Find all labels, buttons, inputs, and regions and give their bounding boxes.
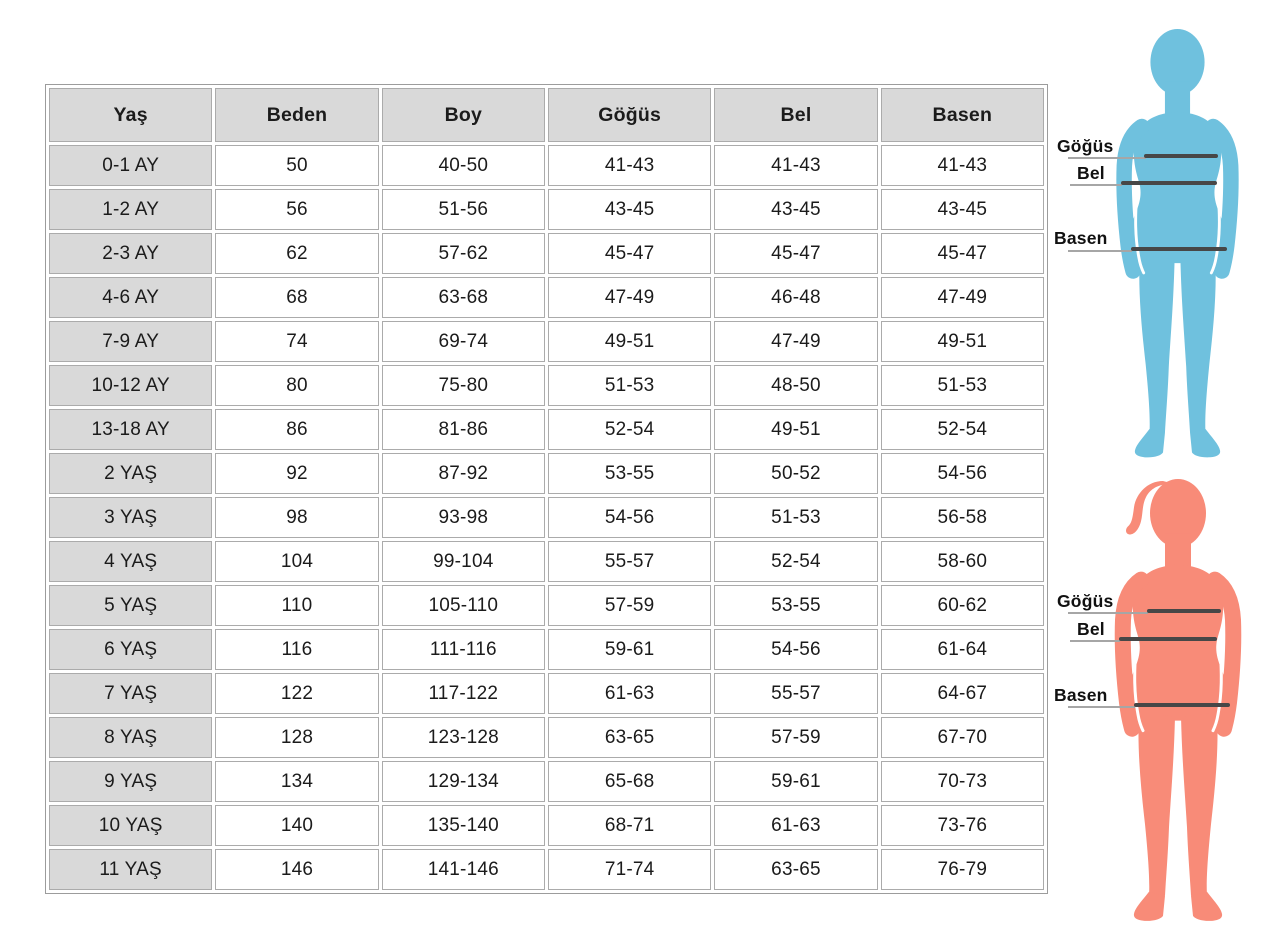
child-waist-measure-line [1121, 181, 1217, 185]
column-header: Basen [881, 88, 1044, 142]
table-cell: 99-104 [382, 541, 545, 582]
table-cell: 52-54 [714, 541, 877, 582]
child-chest-label: Göğüs [1057, 136, 1114, 156]
table-cell: 110 [215, 585, 378, 626]
table-row [49, 761, 1044, 802]
table-cell: 53-55 [714, 585, 877, 626]
table-row [49, 189, 1044, 230]
table-cell: 105-110 [382, 585, 545, 626]
row-header: 2-3 AY [49, 233, 212, 274]
row-header: 8 YAŞ [49, 717, 212, 758]
column-header: Beden [215, 88, 378, 142]
table-cell: 104 [215, 541, 378, 582]
table-cell: 41-43 [881, 145, 1044, 186]
row-header: 1-2 AY [49, 189, 212, 230]
table-cell: 63-65 [548, 717, 711, 758]
girl-chest-measure-line [1147, 609, 1221, 613]
row-header: 7 YAŞ [49, 673, 212, 714]
table-cell: 122 [215, 673, 378, 714]
column-header: Yaş [49, 88, 212, 142]
table-row [49, 365, 1044, 406]
child-chest-measure-line [1144, 154, 1218, 158]
table-cell: 41-43 [714, 145, 877, 186]
table-row [49, 233, 1044, 274]
table-cell: 51-53 [548, 365, 711, 406]
table-cell: 48-50 [714, 365, 877, 406]
table-cell: 49-51 [548, 321, 711, 362]
row-header: 2 YAŞ [49, 453, 212, 494]
table-row [49, 321, 1044, 362]
row-header: 13-18 AY [49, 409, 212, 450]
table-row [49, 849, 1044, 890]
table-cell: 86 [215, 409, 378, 450]
table-row [49, 277, 1044, 318]
table-cell: 50-52 [714, 453, 877, 494]
table-cell: 74 [215, 321, 378, 362]
table-cell: 64-67 [881, 673, 1044, 714]
table-cell: 58-60 [881, 541, 1044, 582]
child-waist-label: Bel [1077, 163, 1105, 183]
header-row [49, 88, 1044, 142]
table-cell: 52-54 [881, 409, 1044, 450]
table-cell: 50 [215, 145, 378, 186]
table-cell: 68 [215, 277, 378, 318]
table-cell: 40-50 [382, 145, 545, 186]
table-cell: 45-47 [881, 233, 1044, 274]
child-hip-leader-line [1068, 250, 1132, 252]
table-cell: 47-49 [548, 277, 711, 318]
table-cell: 87-92 [382, 453, 545, 494]
table-cell: 49-51 [714, 409, 877, 450]
table-cell: 54-56 [548, 497, 711, 538]
table-row [49, 541, 1044, 582]
row-header: 9 YAŞ [49, 761, 212, 802]
table-cell: 43-45 [714, 189, 877, 230]
table-cell: 45-47 [714, 233, 877, 274]
table-cell: 63-65 [714, 849, 877, 890]
child-chest-leader-line [1068, 157, 1146, 159]
table-cell: 57-59 [548, 585, 711, 626]
table-cell: 111-116 [382, 629, 545, 670]
row-header: 0-1 AY [49, 145, 212, 186]
table-cell: 43-45 [881, 189, 1044, 230]
girl-hip-measure-line [1134, 703, 1230, 707]
table-cell: 52-54 [548, 409, 711, 450]
table-cell: 117-122 [382, 673, 545, 714]
column-header: Boy [382, 88, 545, 142]
table-cell: 41-43 [548, 145, 711, 186]
child-hip-label: Basen [1054, 228, 1108, 248]
table-cell: 67-70 [881, 717, 1044, 758]
table-cell: 57-62 [382, 233, 545, 274]
table-cell: 59-61 [714, 761, 877, 802]
row-header: 3 YAŞ [49, 497, 212, 538]
table-cell: 68-71 [548, 805, 711, 846]
table-cell: 146 [215, 849, 378, 890]
table-cell: 69-74 [382, 321, 545, 362]
table-cell: 49-51 [881, 321, 1044, 362]
row-header: 6 YAŞ [49, 629, 212, 670]
table-cell: 71-74 [548, 849, 711, 890]
table-row [49, 409, 1044, 450]
table-cell: 123-128 [382, 717, 545, 758]
table-cell: 43-45 [548, 189, 711, 230]
row-header: 7-9 AY [49, 321, 212, 362]
table-cell: 61-64 [881, 629, 1044, 670]
table-row [49, 453, 1044, 494]
table-row [49, 585, 1044, 626]
table-cell: 140 [215, 805, 378, 846]
table-cell: 92 [215, 453, 378, 494]
table-cell: 47-49 [714, 321, 877, 362]
table-cell: 63-68 [382, 277, 545, 318]
table-cell: 98 [215, 497, 378, 538]
column-header: Bel [714, 88, 877, 142]
table-cell: 46-48 [714, 277, 877, 318]
table-cell: 47-49 [881, 277, 1044, 318]
table-cell: 65-68 [548, 761, 711, 802]
table-row [49, 717, 1044, 758]
table-cell: 75-80 [382, 365, 545, 406]
column-header: Göğüs [548, 88, 711, 142]
row-header: 5 YAŞ [49, 585, 212, 626]
girl-chest-leader-line [1068, 612, 1148, 614]
girl-chest-label: Göğüs [1057, 591, 1114, 611]
table-body [49, 145, 1044, 890]
table-cell: 80 [215, 365, 378, 406]
table-cell: 54-56 [881, 453, 1044, 494]
table-cell: 51-56 [382, 189, 545, 230]
row-header: 4-6 AY [49, 277, 212, 318]
child-waist-leader-line [1070, 184, 1122, 186]
girl-hip-label: Basen [1054, 685, 1108, 705]
table-row [49, 497, 1044, 538]
table-cell: 81-86 [382, 409, 545, 450]
girl-hip-leader-line [1068, 706, 1135, 708]
row-header: 10-12 AY [49, 365, 212, 406]
table-cell: 60-62 [881, 585, 1044, 626]
row-header: 11 YAŞ [49, 849, 212, 890]
table-cell: 141-146 [382, 849, 545, 890]
table-cell: 93-98 [382, 497, 545, 538]
table-cell: 70-73 [881, 761, 1044, 802]
table-cell: 62 [215, 233, 378, 274]
table-cell: 45-47 [548, 233, 711, 274]
table-cell: 61-63 [548, 673, 711, 714]
table-cell: 134 [215, 761, 378, 802]
table-cell: 56-58 [881, 497, 1044, 538]
table-cell: 55-57 [548, 541, 711, 582]
table-cell: 128 [215, 717, 378, 758]
size-chart-table [45, 84, 1048, 894]
table-cell: 54-56 [714, 629, 877, 670]
table-cell: 61-63 [714, 805, 877, 846]
table-cell: 55-57 [714, 673, 877, 714]
table-cell: 53-55 [548, 453, 711, 494]
row-header: 10 YAŞ [49, 805, 212, 846]
girl-waist-label: Bel [1077, 619, 1105, 639]
table-cell: 116 [215, 629, 378, 670]
girl-waist-leader-line [1070, 640, 1120, 642]
table-cell: 51-53 [714, 497, 877, 538]
child-hip-measure-line [1131, 247, 1227, 251]
table-row [49, 673, 1044, 714]
table-cell: 73-76 [881, 805, 1044, 846]
table-cell: 57-59 [714, 717, 877, 758]
table-row [49, 805, 1044, 846]
table-cell: 56 [215, 189, 378, 230]
table-cell: 76-79 [881, 849, 1044, 890]
row-header: 4 YAŞ [49, 541, 212, 582]
table-cell: 135-140 [382, 805, 545, 846]
table-row [49, 629, 1044, 670]
table-cell: 51-53 [881, 365, 1044, 406]
girl-waist-measure-line [1119, 637, 1217, 641]
table-cell: 59-61 [548, 629, 711, 670]
table-row [49, 145, 1044, 186]
table-cell: 129-134 [382, 761, 545, 802]
